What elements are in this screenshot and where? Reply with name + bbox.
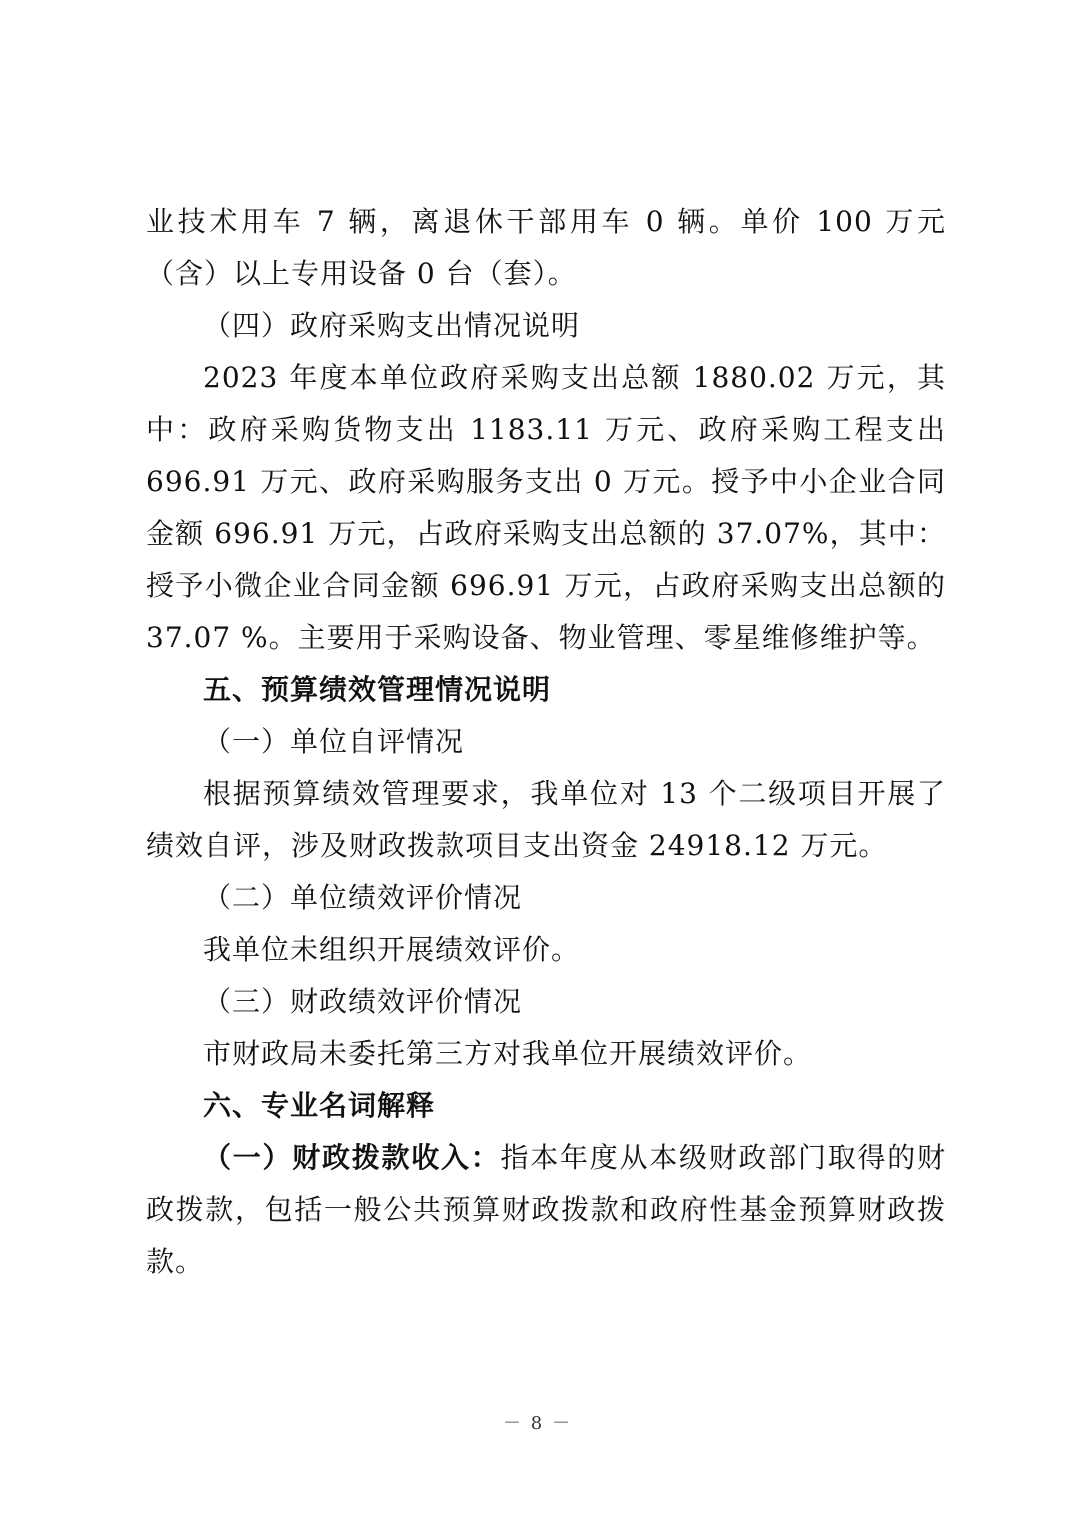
term-1-definition: 指本年度从本级财政部门取得的财政拨款，包括一般公共预算财政拨款和政府性基金预算财政拨款。 [146, 1141, 946, 1278]
section-5-heading: 五、预算绩效管理情况说明 [203, 673, 552, 706]
finance-evaluation-heading: （三）财政绩效评价情况 [203, 985, 523, 1018]
unit-evaluation-heading: （二）单位绩效评价情况 [203, 881, 523, 914]
self-evaluation-paragraph: 根据预算绩效管理要求，我单位对 13 个二级项目开展了绩效自评，涉及财政拨款项目支出资金 24918.12 万元。 [146, 777, 946, 862]
section-6-heading: 六、专业名词解释 [203, 1089, 436, 1122]
unit-evaluation-paragraph: 我单位未组织开展绩效评价。 [203, 933, 581, 966]
page-number: － 8 － [503, 1413, 572, 1434]
vehicles-paragraph-tail: 业技术用车 7 辆，离退休干部用车 0 辆。单价 100 万元（含）以上专用设备 0 台（套）。 [146, 205, 946, 290]
term-1-label: （一）财政拨款收入： [203, 1141, 501, 1174]
finance-evaluation-paragraph: 市财政局未委托第三方对我单位开展绩效评价。 [203, 1037, 813, 1070]
self-evaluation-heading: （一）单位自评情况 [203, 725, 465, 758]
procurement-heading: （四）政府采购支出情况说明 [203, 309, 581, 342]
term-1-paragraph [146, 1132, 946, 1288]
procurement-paragraph: 2023 年度本单位政府采购支出总额 1880.02 万元，其中：政府采购货物支出 1183.11 万元、政府采购工程支出 696.91 万元、政府采购服务支出 0 万元。授予中小企业合同金额 696.91 万元，占政府采购支出总额的 37.07%，其中：授予小微企业合同金额 696.91 万元，占政府采购支出总额的 37.07 %。主要用于采购设备、物业管理、零星维修维护等。 [146, 361, 946, 654]
document-body [146, 196, 946, 1288]
